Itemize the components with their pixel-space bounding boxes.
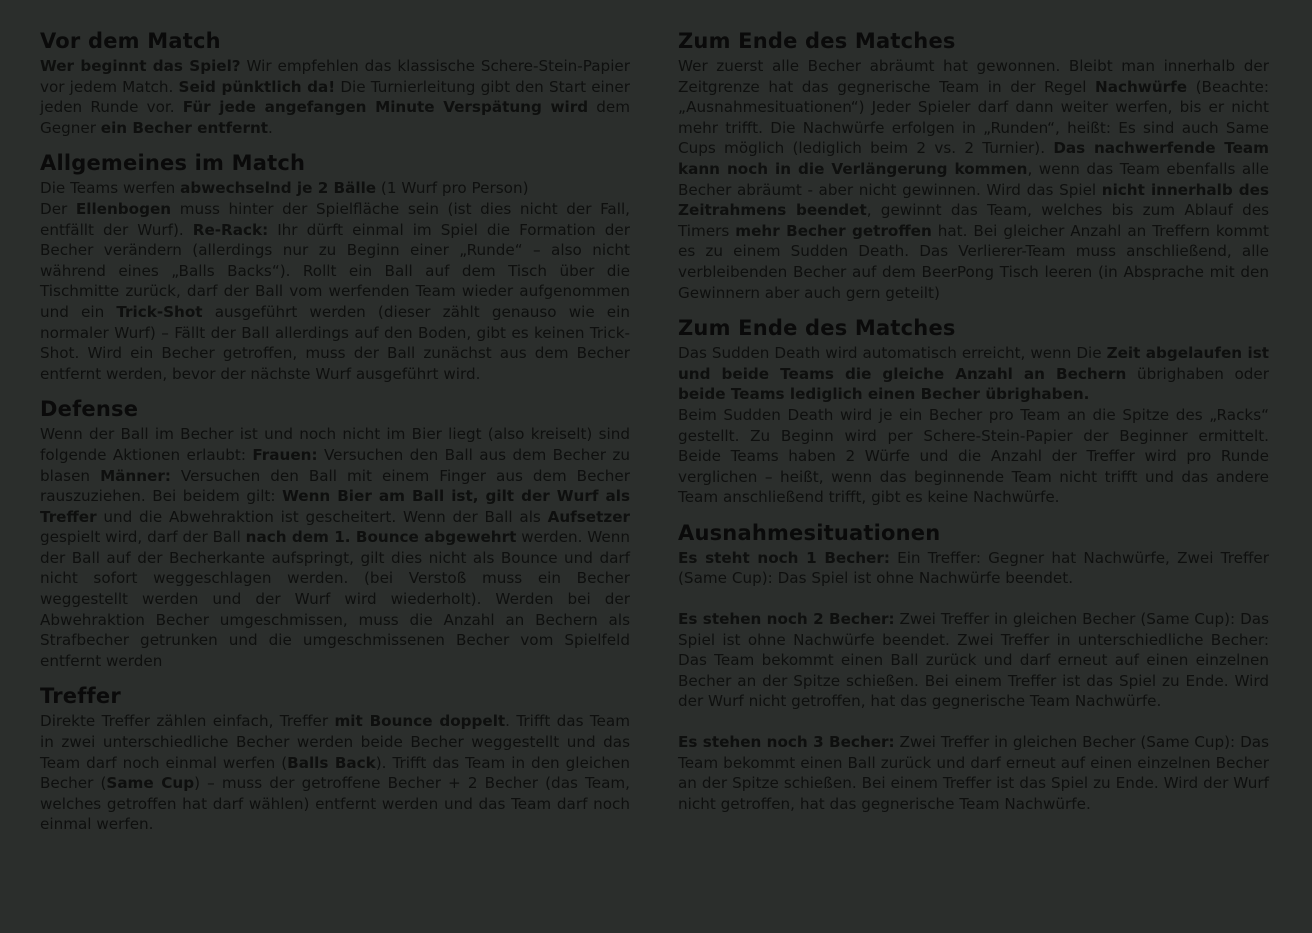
text: . bbox=[268, 118, 273, 137]
paragraph-vor-dem-match bbox=[40, 56, 630, 138]
bold-text: Seid pünktlich da! bbox=[178, 77, 336, 96]
text: Versuchen den Ball aus dem Becher zu blasen bbox=[40, 445, 630, 485]
bold-text: Das nachwerfende Team kann noch in die Verlängerung kommen bbox=[678, 139, 1269, 178]
text: ). Trifft das Team in den gleichen Becher ( bbox=[40, 753, 630, 793]
text: , wenn das Team ebenfalls alle Becher abräumt - aber nicht gewinnen. Wird das Spiel bbox=[678, 159, 1269, 199]
bold-text: mit Bounce doppelt bbox=[334, 712, 506, 731]
text: hat. Bei gleicher Anzahl an Treffern kommt es zu einem Sudden Death. Das Verlierer-Team muss anschließend, alle verbleibenden Becher auf dem BeerPong Tisch leeren (in Absprache mit den Gewinnern aber auch gern geteilt) bbox=[678, 221, 1269, 302]
bold-text: Frauen: bbox=[252, 445, 318, 464]
text: Ein Treffer: Gegner hat Nachwürfe, Zwei Treffer (Same Cup): Das Spiel ist ohne Nachwürfe beendet. bbox=[678, 548, 1270, 588]
bold-text: mehr Becher getroffen bbox=[735, 221, 932, 240]
text: und die Abwehraktion ist gescheitert. Wenn der Ball als bbox=[96, 507, 548, 526]
paragraph-ausnahme-2-becher bbox=[678, 609, 1269, 712]
paragraph-ausnahme-3-becher bbox=[678, 732, 1269, 814]
text: Zwei Treffer in gleichen Becher (Same Cup): Das Spiel ist ohne Nachwürfe beendet. Zwei Treffer in unterschiedliche Becher: Das Team bekommt einen Ball zurück und darf erneut auf einen einzelnen Becher an der Spitze schießen. Bei einem Treffer ist das Spiel zu Ende. Wird der Wurf nicht getroffen, hat das gegnerische Team Nachwürfe. bbox=[678, 610, 1269, 711]
text: Wenn der Ball im Becher ist und noch nicht im Bier liegt (also kreiselt) sind folgende Aktionen erlaubt: bbox=[40, 425, 630, 464]
bold-text: Für jede angefangen Minute Verspätung wird bbox=[182, 98, 589, 117]
bold-text: Re-Rack: bbox=[192, 220, 269, 239]
text: Zwei Treffer in gleichen Becher (Same Cup): Das Team bekommt einen Ball zurück und darf erneut auf einen einzelnen Becher an der Spitze schießen. Bei einem Treffer ist das Spiel zu Ende. Wird der Wurf nicht getroffen, hat das gegnerische Team Nachwürfe. bbox=[678, 733, 1269, 813]
text: Die Teams werfen bbox=[40, 179, 181, 198]
bold-text: Wer beginnt das Spiel? bbox=[40, 57, 241, 75]
text: muss hinter der Spielfläche sein (ist dies nicht der Fall, entfällt der Wurf). bbox=[40, 199, 630, 239]
bold-text: abwechselnd je 2 Bälle bbox=[180, 179, 377, 198]
text: ) – muss der getroffene Becher + 2 Becher (das Team, welches getroffen hat darf wählen) entfernt werden und das Team darf noch einmal werfen. bbox=[40, 774, 630, 834]
bold-text: Ellenbogen bbox=[75, 199, 172, 218]
section-heading-treffer: Treffer bbox=[40, 684, 121, 709]
right-column bbox=[678, 26, 1269, 814]
section-heading-ausnahmesituationen: Ausnahmesituationen bbox=[678, 520, 941, 545]
section-heading-allgemeines: Allgemeines im Match bbox=[40, 151, 306, 176]
bold-text: Männer: bbox=[100, 466, 171, 485]
text: Die Turnierleitung gibt den Start einer jeden Runde vor. bbox=[40, 77, 630, 117]
bold-text: Zeit abgelaufen ist und beide Teams die gleiche Anzahl an Bechern bbox=[678, 344, 1269, 383]
text: Wer zuerst alle Becher abräumt hat gewonnen. Bleibt man innerhalb der Zeitgrenze hat das gegnerische Team in der Regel bbox=[678, 57, 1269, 96]
bold-text: Same Cup bbox=[106, 774, 195, 793]
bold-text: Es stehen noch 2 Becher: bbox=[678, 610, 895, 629]
text: Der bbox=[40, 199, 76, 218]
text: , gewinnt das Team, welches bis zum Ablauf des Timers bbox=[678, 201, 1269, 240]
text: Wir empfehlen das klassische Schere-Stein-Papier vor jedem Match. bbox=[40, 57, 631, 96]
text: gespielt wird, darf der Ball bbox=[40, 528, 246, 547]
bold-text: Wenn Bier am Ball ist, gilt der Wurf als Treffer bbox=[40, 487, 630, 526]
section-heading-defense: Defense bbox=[40, 397, 139, 422]
bold-text: ein Becher entfernt bbox=[100, 118, 269, 137]
text: übrighaben oder bbox=[1126, 364, 1270, 383]
paragraph-treffer bbox=[40, 711, 630, 835]
text: . Trifft das Team in zwei unterschiedliche Becher werden beide Becher weggestellt und das Team darf noch einmal werfen ( bbox=[40, 712, 630, 772]
text: Das Sudden Death wird automatisch erreicht, wenn Die bbox=[678, 344, 1107, 363]
paragraph-allgemeines-1 bbox=[40, 178, 630, 199]
paragraph-sudden-death-2 bbox=[678, 405, 1269, 508]
paragraph-defense bbox=[40, 424, 630, 671]
text: dem Gegner bbox=[40, 98, 631, 137]
text: (1 Wurf pro Person) bbox=[376, 179, 529, 198]
bold-text: Trick-Shot bbox=[116, 302, 203, 321]
bold-text: beide Teams lediglich einen Becher übrighaben. bbox=[678, 385, 1090, 404]
paragraph-sudden-death-1 bbox=[678, 343, 1269, 405]
text: Direkte Treffer zählen einfach, Treffer bbox=[40, 712, 335, 731]
section-heading-ende-des-matches-1: Zum Ende des Matches bbox=[678, 29, 956, 53]
paragraph-allgemeines-2 bbox=[40, 199, 630, 384]
left-column bbox=[40, 26, 630, 835]
section-heading-ende-des-matches-2: Zum Ende des Matches bbox=[678, 316, 956, 341]
text: Beim Sudden Death wird je ein Becher pro Team an die Spitze des „Racks“ gestellt. Zu Beginn wird per Schere-Stein-Papier der Beginner ermittelt. Beide Teams haben 2 Würfe und die Anzahl der Treffer wird pro Runde verglichen – heißt, wenn das beginnende Team nicht trifft und das andere Team anschließend trifft, gibt es keine Nachwürfe. bbox=[678, 405, 1269, 507]
bold-text: Balls Back bbox=[287, 753, 376, 772]
text: Ihr dürft einmal im Spiel die Formation der Becher verändern (allerdings nur zu Beginn einer „Runde“ – also nicht während eines „Balls Backs“). Rollt ein Ball auf dem Tisch über die Tischmitte zurück, darf der Ball vom werfenden Team wieder aufgenommen und ein bbox=[40, 220, 630, 321]
text: Versuchen den Ball mit einem Finger aus dem Becher rauszuziehen. Bei beidem gilt: bbox=[40, 466, 630, 506]
bold-text: Es stehen noch 3 Becher: bbox=[678, 733, 895, 752]
bold-text: nicht innerhalb des Zeitrahmens beendet bbox=[678, 180, 1270, 220]
bold-text: Nachwürfe bbox=[1095, 77, 1188, 96]
text: ausgeführt werden (dieser zählt genauso wie ein normaler Wurf) – Fällt der Ball allerdings auf den Boden, gibt es keinen Trick-Shot. Wird ein Becher getroffen, muss der Ball zunächst aus dem Becher entfernt werden, bevor der nächste Wurf ausgeführt wird. bbox=[40, 302, 630, 383]
paragraph-ende-des-matches-1 bbox=[678, 56, 1269, 303]
text: werden. Wenn der Ball auf der Becherkante aufspringt, gilt dies nicht als Bounce und darf nicht sofort weggeschlagen werden. (bei Verstoß muss ein Becher weggestellt werden und der Wurf wird wiederholt). Werden bei der Abwehraktion Becher umgeschmissen, muss die Anzahl an Bechern als Strafbecher getrunken und die umgeschmissenen Becher vom Spielfeld entfernt werden bbox=[40, 528, 630, 670]
bold-text: Es steht noch 1 Becher: bbox=[678, 548, 890, 567]
text: (Beachte: „Ausnahmesituationen“) Jeder Spieler darf dann weiter werfen, bis er nicht mehr trifft. Die Nachwürfe erfolgen in „Runden“, heißt: Es sind auch Same Cups möglich (lediglich beim 2 vs. 2 Turnier). bbox=[678, 77, 1269, 158]
paragraph-ausnahme-1-becher bbox=[678, 548, 1269, 589]
bold-text: Aufsetzer bbox=[547, 507, 630, 526]
section-heading-vor-dem-match: Vor dem Match bbox=[40, 29, 221, 53]
bold-text: nach dem 1. Bounce abgewehrt bbox=[245, 528, 517, 547]
